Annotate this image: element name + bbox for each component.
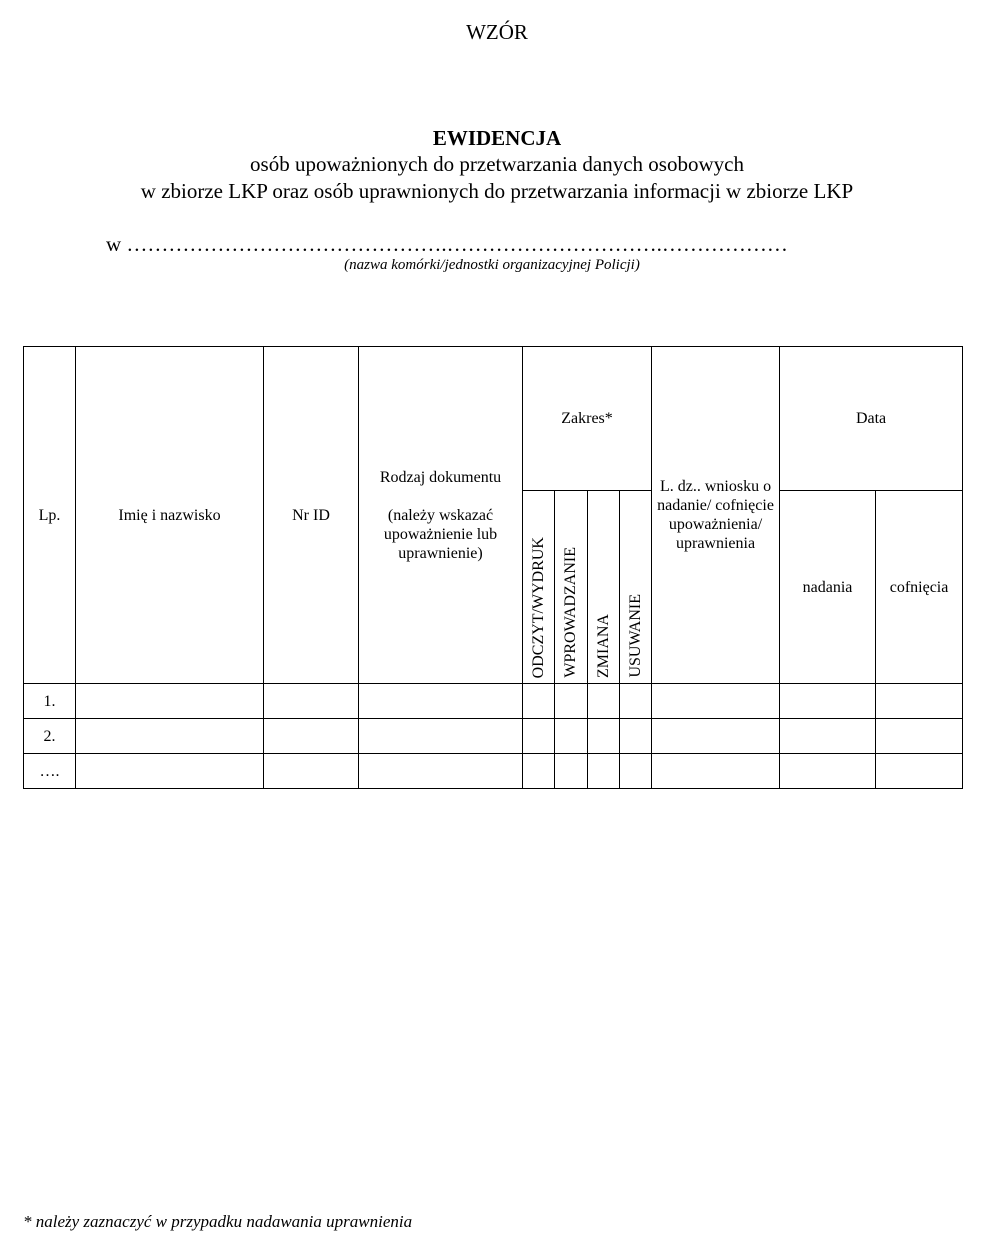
footnote: * należy zaznaczyć w przypadku nadawania uprawnienia (23, 1212, 413, 1231)
cell-zakres-usuwanie[interactable] (620, 754, 652, 789)
cell-zakres-zmiana[interactable] (588, 754, 620, 789)
cell-name[interactable] (76, 719, 264, 754)
header-document-type-label: Rodzaj dokumentu (379, 468, 502, 486)
header-zakres-usuwanie (620, 491, 652, 684)
unit-prefix: w (106, 232, 122, 256)
cell-data-nadania[interactable] (780, 754, 876, 789)
cell-wniosek[interactable] (652, 719, 780, 754)
header-zakres-zmiana (588, 491, 620, 684)
header-name: Imię i nazwisko (76, 347, 264, 684)
document-subtitle-line1: osób upoważnionych do przetwarzania danych osobowych (250, 152, 744, 176)
cell-zakres-wprowadzanie[interactable] (555, 754, 588, 789)
unit-caption: (nazwa komórki/jednostki organizacyjnej Policji) (344, 257, 640, 273)
header-id: Nr ID (264, 347, 359, 684)
cell-zakres-usuwanie[interactable] (620, 719, 652, 754)
register-table (23, 346, 963, 789)
header-data-cofniecia: cofnięcia (876, 491, 963, 684)
cell-zakres-odczyt[interactable] (523, 719, 555, 754)
cell-data-cofniecia[interactable] (876, 754, 963, 789)
cell-id[interactable] (264, 684, 359, 719)
unit-name-line (106, 232, 788, 257)
header-lp: Lp. (24, 347, 76, 684)
row-number: …. (24, 754, 76, 789)
table-row (24, 719, 963, 754)
header-document-type-note: (należy wskazać upoważnienie lub uprawnienie) (383, 506, 498, 562)
table-row (24, 754, 963, 789)
header-zakres-wprowadzanie (555, 491, 588, 684)
table-row (24, 684, 963, 719)
cell-id[interactable] (264, 754, 359, 789)
document-title: EWIDENCJA (432, 126, 562, 150)
cell-name[interactable] (76, 684, 264, 719)
header-zakres: Zakres* (523, 347, 652, 491)
cell-wniosek[interactable] (652, 754, 780, 789)
row-number: 1. (24, 684, 76, 719)
cell-zakres-odczyt[interactable] (523, 754, 555, 789)
header-zakres-wprowadzanie-label: WPROWADZANIE (562, 547, 579, 678)
cell-data-nadania[interactable] (780, 684, 876, 719)
cell-zakres-odczyt[interactable] (523, 684, 555, 719)
header-zakres-zmiana-label: ZMIANA (594, 614, 612, 678)
unit-dots: ……………………………………….………………………….……………… (126, 232, 788, 256)
cell-document-type[interactable] (359, 754, 523, 789)
row-number: 2. (24, 719, 76, 754)
cell-document-type[interactable] (359, 684, 523, 719)
cell-data-cofniecia[interactable] (876, 684, 963, 719)
cell-zakres-zmiana[interactable] (588, 719, 620, 754)
header-document-type (359, 347, 523, 684)
header-wniosek: L. dz.. wniosku o nadanie/ cofnięcie upoważnienia/ uprawnienia (652, 347, 780, 684)
cell-data-cofniecia[interactable] (876, 719, 963, 754)
document-subtitle-line2: w zbiorze LKP oraz osób uprawnionych do przetwarzania informacji w zbiorze LKP (140, 179, 854, 203)
cell-wniosek[interactable] (652, 684, 780, 719)
header-zakres-usuwanie-label: USUWANIE (626, 594, 644, 678)
cell-zakres-wprowadzanie[interactable] (555, 684, 588, 719)
cell-name[interactable] (76, 754, 264, 789)
cell-document-type[interactable] (359, 719, 523, 754)
header-zakres-odczyt-label: ODCZYT/WYDRUK (529, 536, 547, 678)
cell-id[interactable] (264, 719, 359, 754)
header-data: Data (780, 347, 963, 491)
cell-data-nadania[interactable] (780, 719, 876, 754)
cell-zakres-wprowadzanie[interactable] (555, 719, 588, 754)
cell-zakres-usuwanie[interactable] (620, 684, 652, 719)
cell-zakres-zmiana[interactable] (588, 684, 620, 719)
header-data-nadania: nadania (780, 491, 876, 684)
template-label: WZÓR (466, 20, 528, 44)
header-zakres-odczyt (523, 491, 555, 684)
